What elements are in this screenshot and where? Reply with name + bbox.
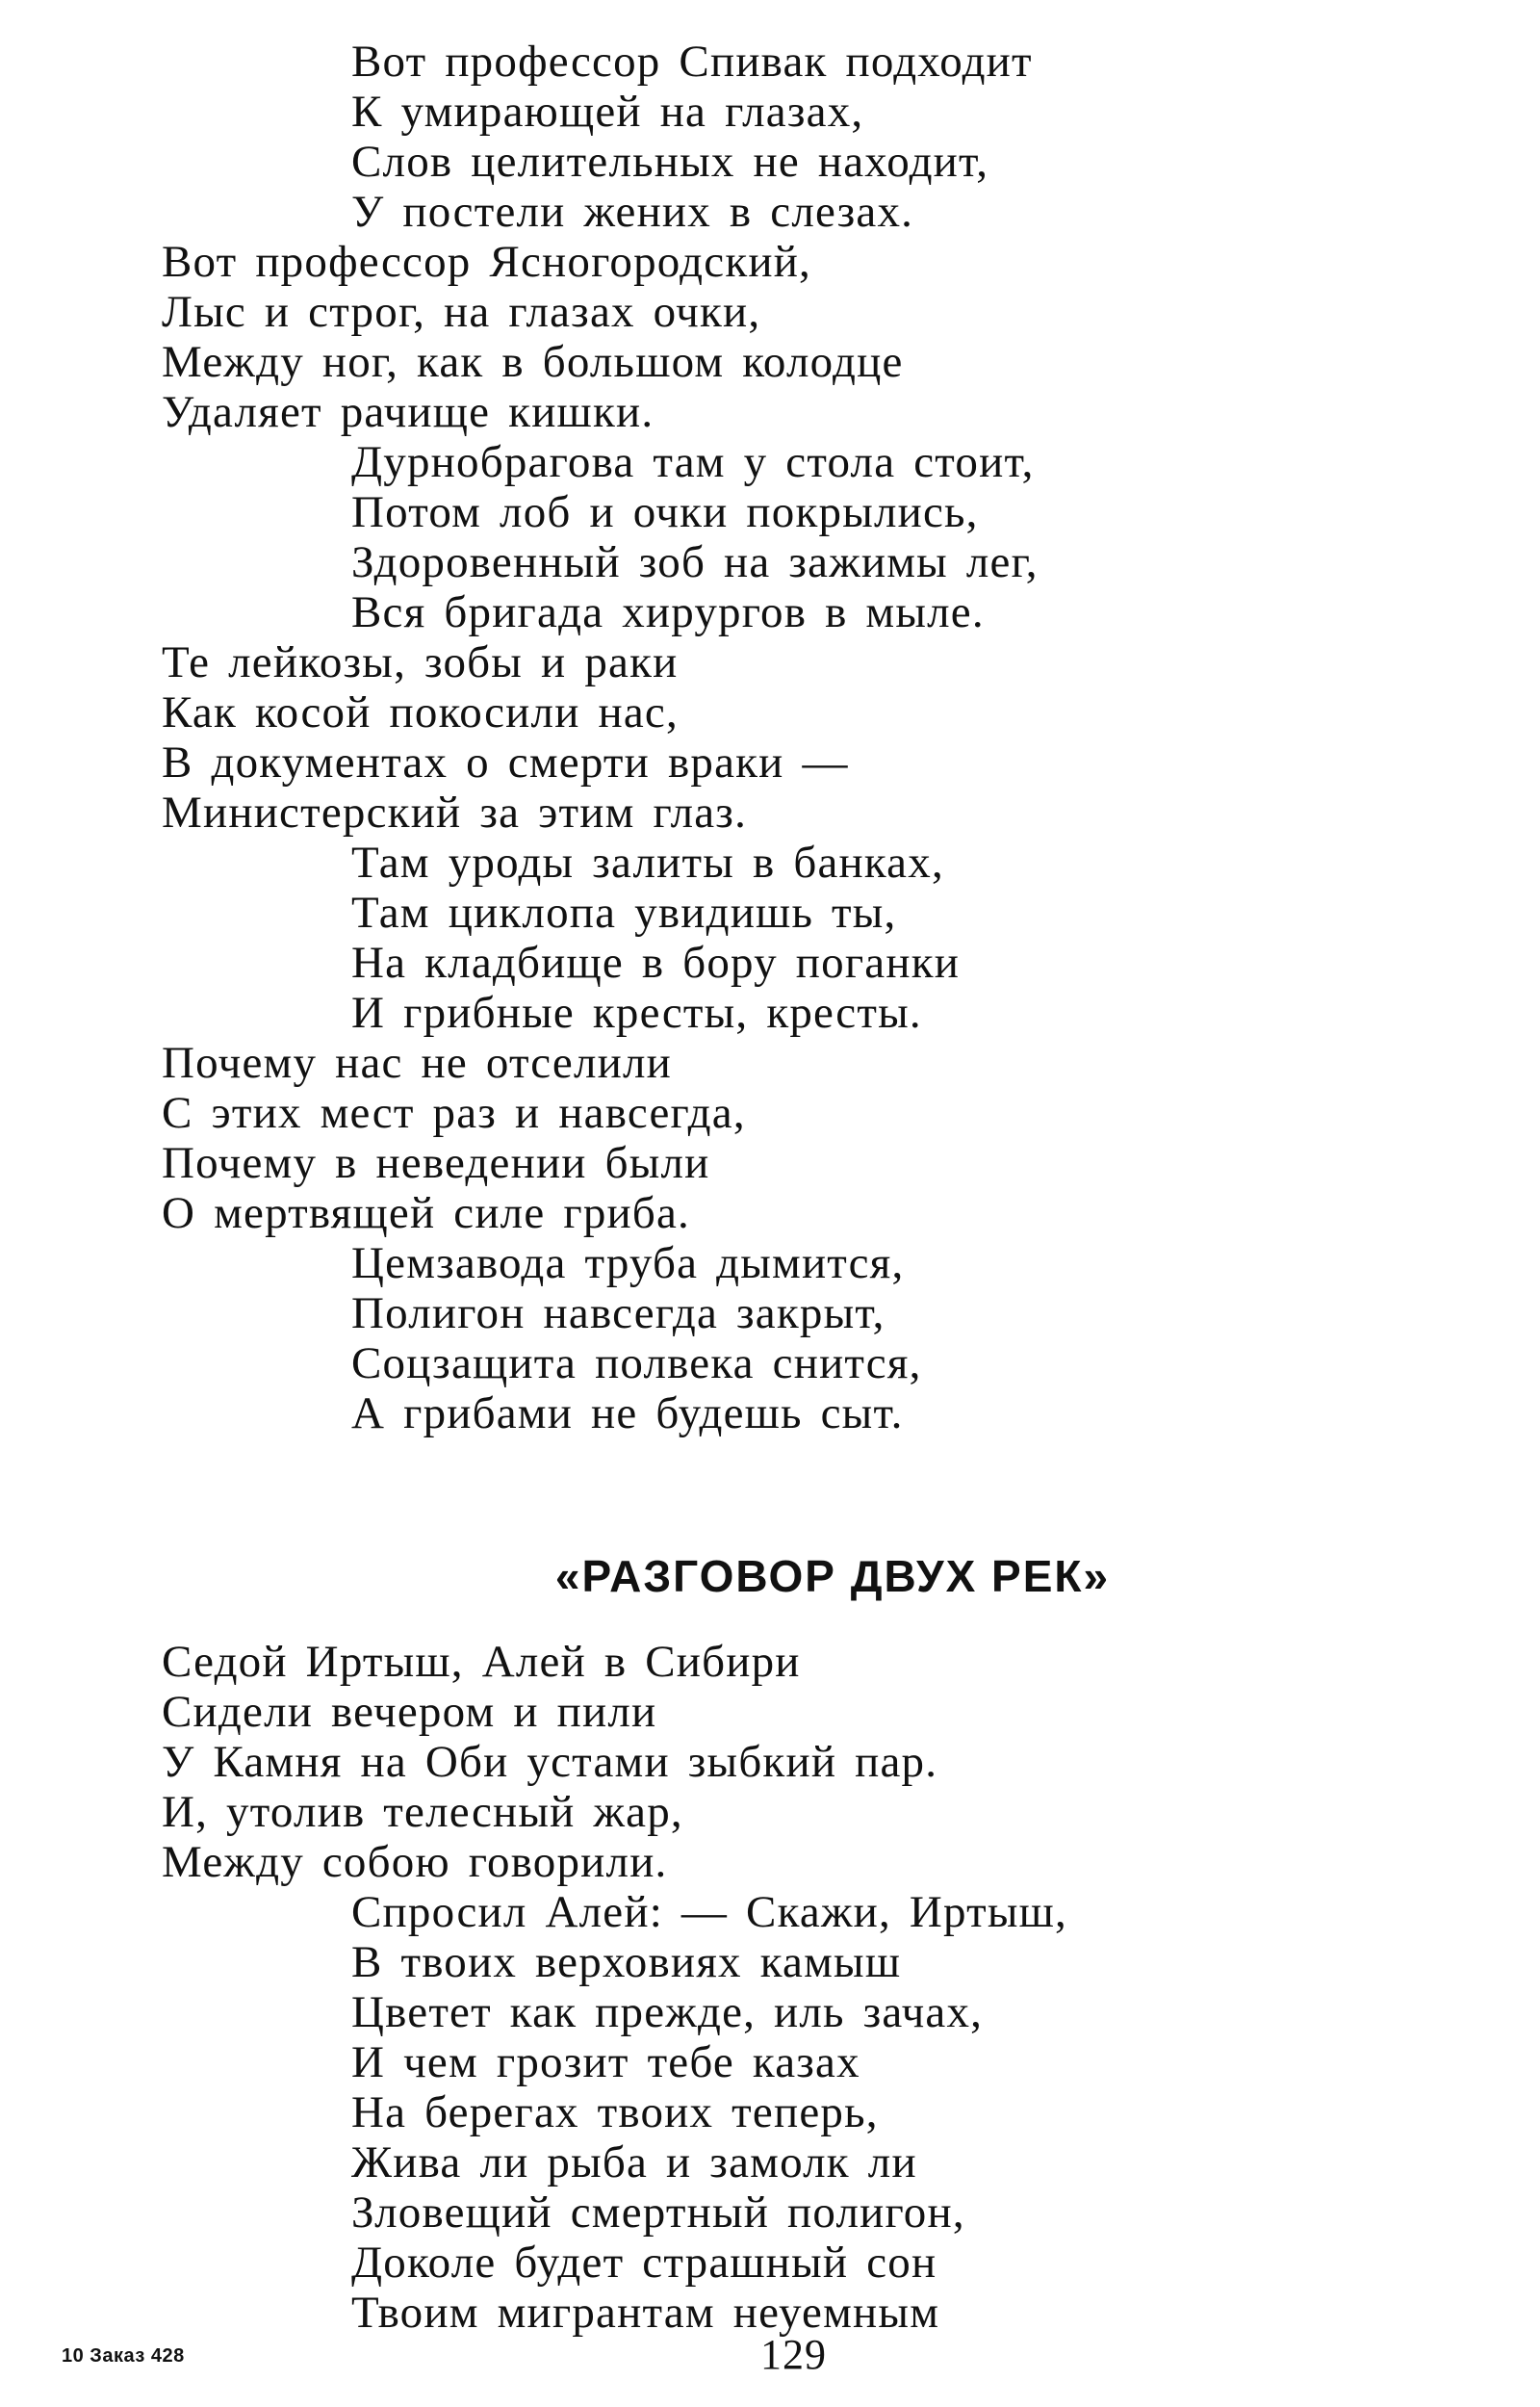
poem-line: С этих мест раз и навсегда, (162, 1088, 746, 1138)
poem-title-text: «РАЗГОВОР ДВУХ РЕК» (554, 1551, 1111, 1601)
poem-line: Потом лоб и очки покрылись, (351, 487, 979, 537)
poem-line: Жива ли рыба и замолк ли (351, 2137, 917, 2187)
poem-line: Доколе будет страшный сон (351, 2238, 937, 2288)
poem-line: Вот профессор Ясногородский, (162, 237, 812, 287)
poem-line: А грибами не будешь сыт. (351, 1388, 904, 1438)
poem-line: Здоровенный зоб на зажимы лег, (351, 537, 1039, 587)
poem-line: Там уроды залиты в банках, (351, 838, 944, 888)
poem-line: Полигон навсегда закрыт, (351, 1288, 886, 1338)
poem-line: Сидели вечером и пили (162, 1687, 657, 1737)
poem-line: Цемзавода труба дымится, (351, 1238, 905, 1288)
poem-line: На кладбище в бору поганки (351, 938, 961, 988)
poem-line: Слов целительных не находит, (351, 137, 989, 187)
poem-line: Удаляет рачище кишки. (162, 387, 654, 437)
poem-line: У Камня на Оби устами зыбкий пар. (162, 1737, 938, 1787)
poem-line: Дурнобрагова там у стола стоит, (351, 437, 1035, 487)
poem-line: Почему нас не отселили (162, 1038, 673, 1088)
poem-line: Как косой покосили нас, (162, 687, 679, 738)
poem-line: И чем грозит тебе казах (351, 2037, 860, 2087)
poem-line: У постели жених в слезах. (351, 187, 914, 237)
poem-line: И грибные кресты, кресты. (351, 988, 922, 1038)
poem-line: Между ног, как в большом колодце (162, 337, 904, 387)
poem-line: Почему в неведении были (162, 1138, 710, 1188)
poem-line: И, утолив телесный жар, (162, 1787, 683, 1837)
poem-title (0, 1550, 1540, 1602)
poem-line: Соцзащита полвека снится, (351, 1338, 922, 1388)
poem-line: Спросил Алей: — Скажи, Иртыш, (351, 1887, 1067, 1937)
printer-signature: 10 Заказ 428 (62, 2345, 185, 2367)
poem-line: В твоих верховиях камыш (351, 1937, 902, 1987)
poem-line: Лыс и строг, на глазах очки, (162, 287, 761, 337)
poem-line: Те лейкозы, зобы и раки (162, 637, 679, 687)
poem-line: В документах о смерти враки — (162, 738, 849, 788)
poem-line: Министерский за этим глаз. (162, 788, 748, 838)
poem-line: На берегах твоих теперь, (351, 2087, 879, 2137)
poem-line: Седой Иртыш, Алей в Сибири (162, 1637, 801, 1687)
poem-line: Между собою говорили. (162, 1837, 668, 1887)
poem-line: Там циклопа увидишь ты, (351, 888, 897, 938)
poem-line: Зловещий смертный полигон, (351, 2187, 965, 2238)
page-number: 129 (760, 2331, 827, 2378)
poem-line: О мертвящей силе гриба. (162, 1188, 690, 1238)
poem-line: Вот профессор Спивак подходит (351, 37, 1033, 87)
poem-line: Вся бригада хирургов в мыле. (351, 587, 985, 637)
poem-line: К умирающей на глазах, (351, 87, 864, 137)
poem-line: Цветет как прежде, иль зачах, (351, 1987, 984, 2037)
poem-line: Твоим мигрантам неуемным (351, 2288, 940, 2338)
